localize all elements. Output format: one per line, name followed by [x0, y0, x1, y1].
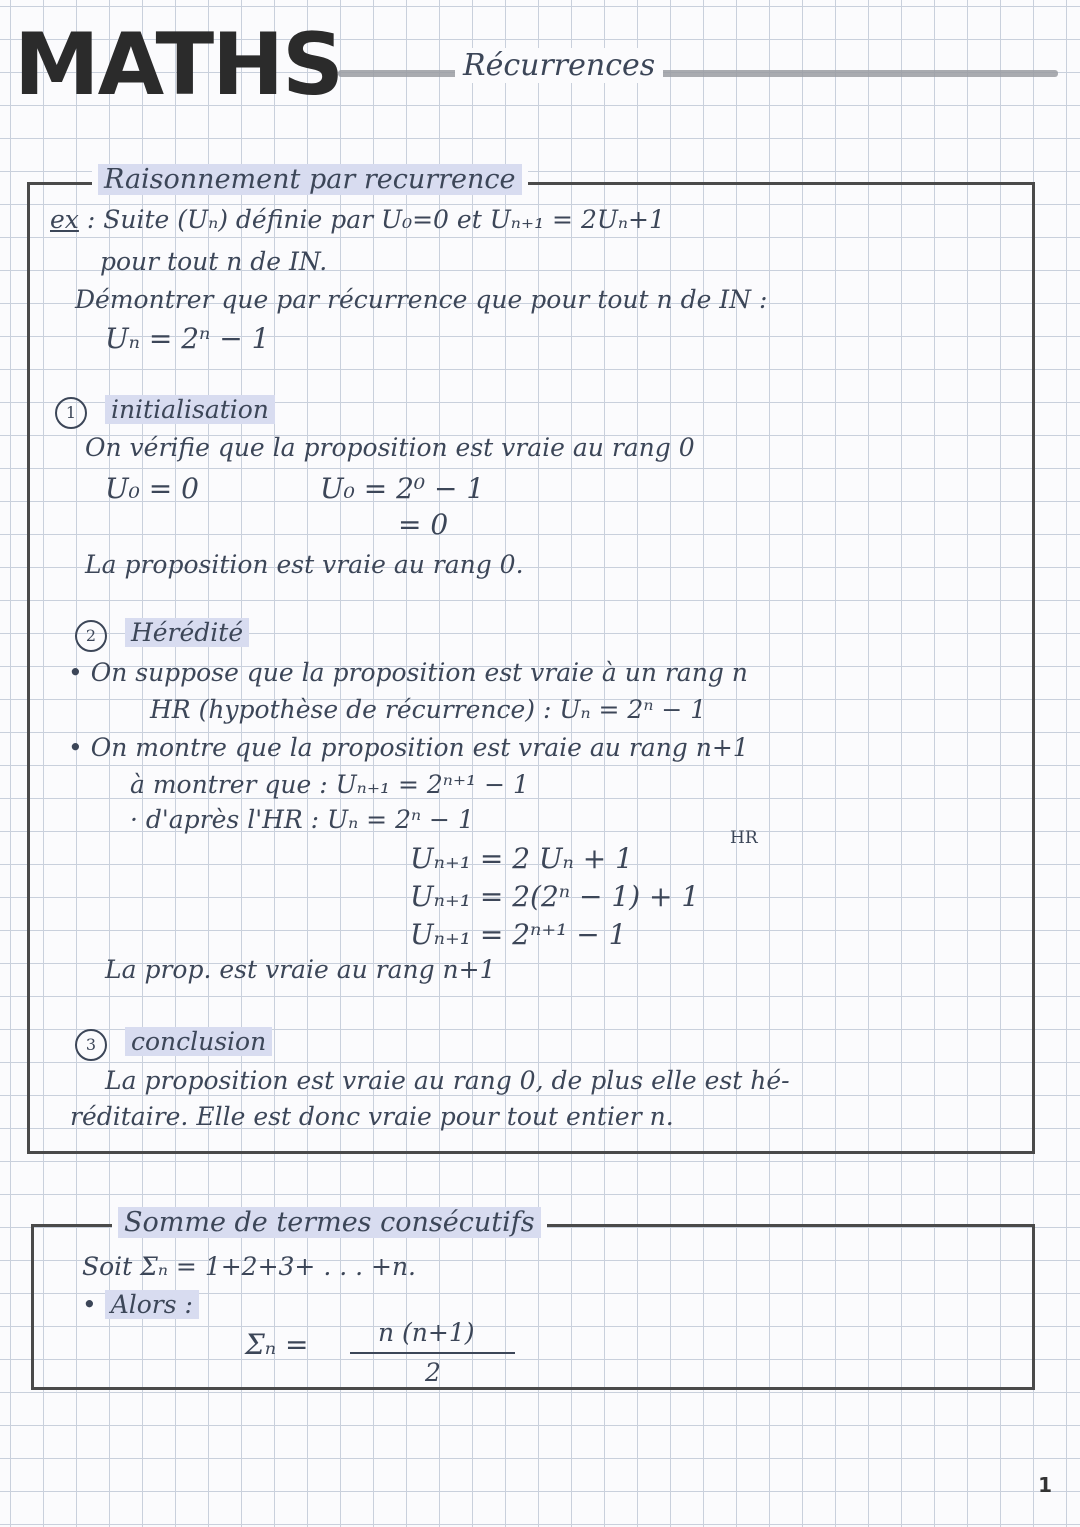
title-underline — [338, 70, 1058, 77]
step2-from-hr: · d'après l'HR : Uₙ = 2ⁿ − 1 — [130, 805, 474, 834]
step2-number: 2 — [75, 620, 107, 652]
recurrence-box-title: Raisonnement par recurrence — [92, 164, 528, 195]
step1-title: initialisation — [105, 395, 275, 424]
page-title: MATHS — [14, 15, 343, 115]
step2-hr: HR (hypothèse de récurrence) : Uₙ = 2ⁿ − 1 — [150, 695, 707, 724]
step1-calc-left: U₀ = 0 — [105, 472, 199, 505]
step3-line1: La proposition est vraie au rang 0, de plus elle est hé- — [105, 1066, 790, 1095]
step1-heading — [55, 395, 275, 429]
step3-line2: réditaire. Elle est donc vraie pour tout entier n. — [70, 1102, 674, 1131]
example-statement — [50, 205, 665, 234]
demo-formula: Uₙ = 2ⁿ − 1 — [105, 322, 270, 355]
example-label: ex — [50, 205, 79, 234]
step3-title: conclusion — [125, 1027, 272, 1056]
step3-heading — [75, 1027, 272, 1061]
example-statement-cont: pour tout n de IN. — [100, 247, 328, 276]
example-text: : Suite (Uₙ) définie par U₀=0 et Uₙ₊₁ = 2Uₙ+1 — [86, 205, 665, 234]
step2-title: Hérédité — [125, 618, 249, 647]
demo-statement: Démontrer que par récurrence que pour tout n de IN : — [75, 285, 768, 314]
step2-line1: • On suppose que la proposition est vraie à un rang n — [68, 658, 748, 687]
page-subtitle: Récurrences — [455, 48, 663, 83]
step2-calc3: Uₙ₊₁ = 2ⁿ⁺¹ − 1 — [410, 918, 627, 951]
step2-calc2: Uₙ₊₁ = 2(2ⁿ − 1) + 1 — [410, 880, 700, 913]
step2-calc1: Uₙ₊₁ = 2 Uₙ + 1 — [410, 842, 633, 875]
page-number: 1 — [1038, 1473, 1052, 1497]
fraction-bar — [350, 1352, 515, 1354]
step2-line3: • On montre que la proposition est vraie au rang n+1 — [68, 733, 749, 762]
hr-tag: HR — [730, 828, 758, 848]
sum-alors: • Alors : — [82, 1290, 199, 1319]
sum-numerator: n (n+1) — [378, 1318, 475, 1347]
sum-formula-lhs: Σₙ = — [245, 1328, 309, 1361]
step2-heading — [75, 618, 249, 652]
step1-calc-right: U₀ = 2⁰ − 1 — [320, 472, 485, 505]
step2-goal: à montrer que : Uₙ₊₁ = 2ⁿ⁺¹ − 1 — [130, 770, 529, 799]
sum-definition: Soit Σₙ = 1+2+3+ . . . +n. — [82, 1252, 416, 1281]
step1-calc-result: = 0 — [398, 508, 449, 541]
sum-denominator: 2 — [425, 1358, 441, 1387]
step1-conclusion: La proposition est vraie au rang 0. — [85, 550, 524, 579]
step1-number: 1 — [55, 397, 87, 429]
step3-number: 3 — [75, 1029, 107, 1061]
step1-text: On vérifie que la proposition est vraie au rang 0 — [85, 433, 695, 462]
step2-conclusion: La prop. est vraie au rang n+1 — [105, 955, 496, 984]
sum-box-title: Somme de termes consécutifs — [112, 1207, 547, 1238]
